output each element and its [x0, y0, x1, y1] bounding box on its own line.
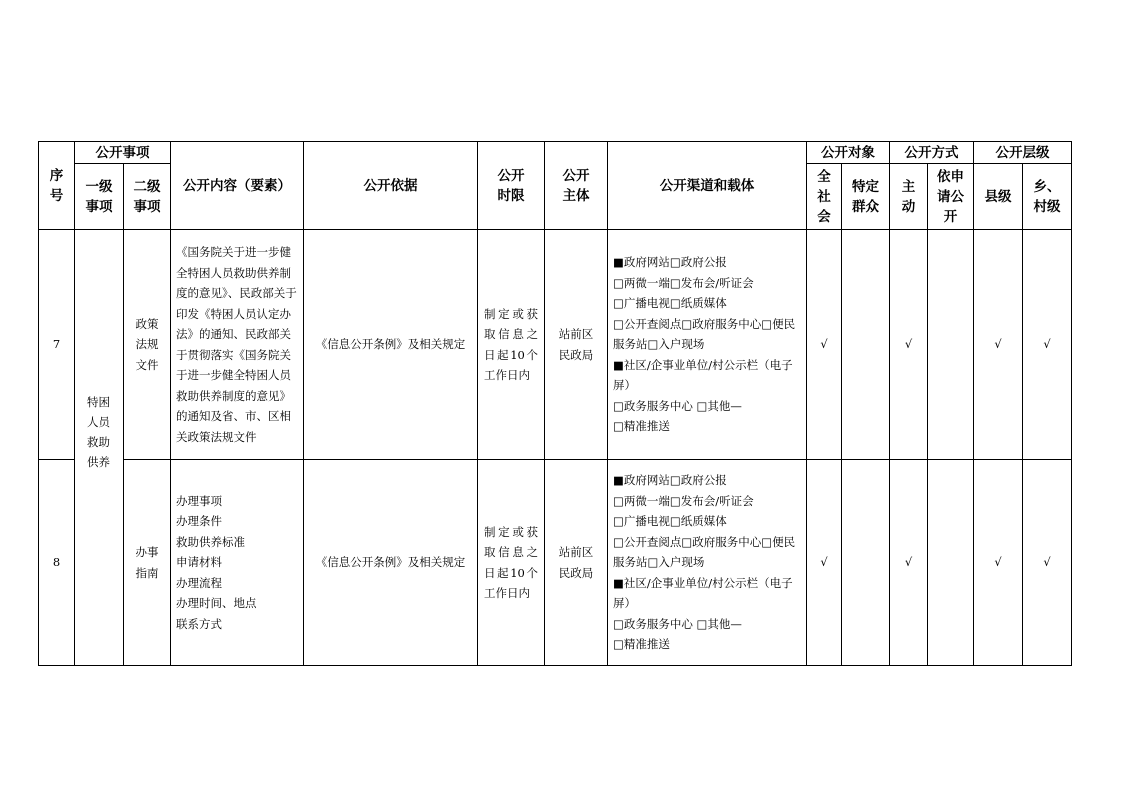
check-method-active: √: [890, 460, 928, 666]
channel-line: ■社区/企事业单位/村公示栏（电子屏）: [613, 357, 793, 393]
header-tier-county: 县级: [974, 164, 1023, 230]
content-item: 办理条件: [176, 514, 222, 529]
row-seq: 7: [39, 230, 75, 460]
row-content: [171, 460, 304, 666]
row-time-limit: 制定或获取信息之日起10个工作日内: [478, 460, 545, 666]
row-time-limit: 制定或获取信息之日起10个工作日内: [478, 230, 545, 460]
header-gongkai-shixiang: 公开事项: [75, 142, 171, 164]
content-item: 办理时间、地点: [176, 596, 257, 611]
channel-line: □精准推送: [613, 419, 670, 434]
channel-line: ■社区/企事业单位/村公示栏（电子屏）: [613, 575, 793, 611]
row-basis: 《信息公开条例》及相关规定: [304, 230, 478, 460]
channel-line: □政务服务中心 □其他—: [613, 616, 742, 631]
check-tier-county: √: [974, 230, 1023, 460]
row-subject: 站前区民政局: [545, 460, 608, 666]
channel-line: □精准推送: [613, 637, 670, 652]
header-level2: 二级事项: [124, 164, 171, 230]
row-seq: 8: [39, 460, 75, 666]
row-channels: [608, 460, 807, 666]
disclosure-table: [38, 141, 1072, 666]
category1-label: 特困人员救助供养: [86, 395, 110, 469]
check-audience-specific: [842, 230, 890, 460]
check-method-apply: [928, 460, 974, 666]
content-item: 救助供养标准: [176, 534, 245, 549]
header-method-active: 主动: [890, 164, 928, 230]
table-row: [39, 460, 1072, 666]
header-subject: 公开主体: [545, 142, 608, 230]
check-method-active: √: [890, 230, 928, 460]
check-method-apply: [928, 230, 974, 460]
row-basis: 《信息公开条例》及相关规定: [304, 460, 478, 666]
row-level2: 政策法规文件: [124, 230, 171, 460]
header-method-apply: 依申请公开: [928, 164, 974, 230]
check-tier-town: √: [1023, 460, 1072, 666]
header-content: 公开内容（要素）: [171, 142, 304, 230]
content-item: 联系方式: [176, 616, 222, 631]
channel-line: □两微一端□发布会/听证会: [613, 275, 754, 290]
header-seq: 序号: [39, 142, 75, 230]
channel-line: □两微一端□发布会/听证会: [613, 493, 754, 508]
row-content: 《国务院关于进一步健全特困人员救助供养制度的意见》、民政部关于印发《特困人员认定办法》的通知、民政部关于贯彻落实《国务院关于进一步健全特困人员救助供养制度的意见》的通知及省、市、区相关政策法规文件: [171, 230, 304, 460]
header-channels: 公开渠道和载体: [608, 142, 807, 230]
channel-line: ■政府网站□政府公报: [613, 473, 727, 488]
check-tier-town: √: [1023, 230, 1072, 460]
channel-line: ■政府网站□政府公报: [613, 255, 727, 270]
content-item: 办理流程: [176, 575, 222, 590]
row-level2: 办事指南: [124, 460, 171, 666]
channel-line: □广播电视□纸质媒体: [613, 296, 727, 311]
check-tier-county: √: [974, 460, 1023, 666]
check-audience-specific: [842, 460, 890, 666]
header-tier: 公开层级: [974, 142, 1072, 164]
header-row-1: [39, 142, 1072, 164]
header-time-limit: 公开时限: [478, 142, 545, 230]
header-method: 公开方式: [890, 142, 974, 164]
header-basis: 公开依据: [304, 142, 478, 230]
header-level1: 一级事项: [75, 164, 124, 230]
channel-line: □公开查阅点□政府服务中心□便民服务站□入户现场: [613, 316, 796, 352]
channel-line: □政务服务中心 □其他—: [613, 398, 742, 413]
table-row: [39, 230, 1072, 460]
row-subject: 站前区民政局: [545, 230, 608, 460]
header-audience: 公开对象: [807, 142, 890, 164]
header-audience-specific: 特定群众: [842, 164, 890, 230]
row-channels: [608, 230, 807, 460]
content-item: 办理事项: [176, 493, 222, 508]
header-audience-all: 全社会: [807, 164, 842, 230]
header-tier-town: 乡、村级: [1023, 164, 1072, 230]
check-audience-all: √: [807, 460, 842, 666]
check-audience-all: √: [807, 230, 842, 460]
content-item: 申请材料: [176, 555, 222, 570]
channel-line: □公开查阅点□政府服务中心□便民服务站□入户现场: [613, 534, 796, 570]
channel-line: □广播电视□纸质媒体: [613, 514, 727, 529]
